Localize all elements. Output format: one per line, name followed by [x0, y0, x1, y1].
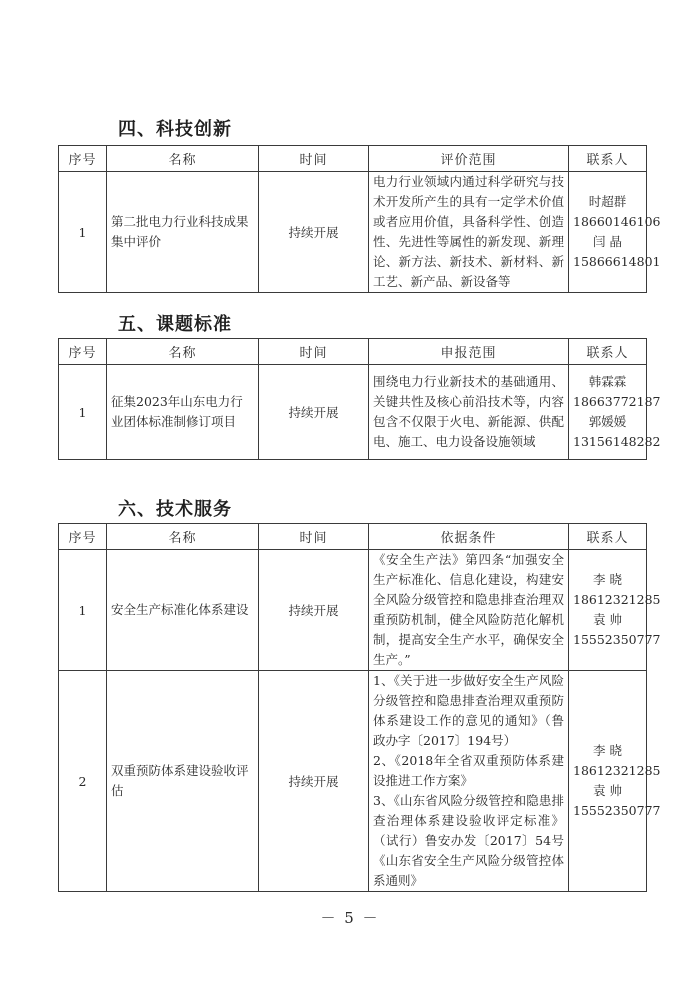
contact-phone: 13156148282 [573, 434, 661, 449]
row-basis: 1、《关于进一步做好安全生产风险分级管控和隐患排查治理双重预防体系建设工作的意见的通知》（鲁政办字〔2017〕194号） 2、《2018年全省双重预防体系建设推进工作方案》 3、《山东省风险分级管控和隐患排查治理体系建设验收评定标准》（试行）鲁安办发〔2017〕54号《山东省安全生产风险分级管控体系通则》 [369, 671, 569, 892]
table-header-row [59, 524, 647, 550]
header-time: 时间 [259, 524, 369, 550]
row-number: 1 [59, 550, 107, 671]
table-row [59, 550, 647, 671]
header-basis: 依据条件 [369, 524, 569, 550]
contact-phone: 18612321285 [573, 763, 661, 778]
contact-phone: 18660146106 [573, 214, 661, 229]
row-number: 1 [59, 365, 107, 460]
header-time: 时间 [259, 339, 369, 365]
row-time: 持续开展 [259, 172, 369, 293]
contact-phone: 18663772187 [573, 394, 661, 409]
contact-name: 袁 帅 [593, 612, 622, 627]
page-number: － 5 － [320, 909, 380, 927]
row-contacts [569, 172, 661, 293]
row-contacts [569, 671, 661, 892]
row-scope: 电力行业领域内通过科学研究与技术开发所产生的具有一定学术价值或者应用价值，具备科学性、创造性、先进性等属性的新发现、新理论、新方法、新技术、新材料、新工艺、新产品、新设备等 [369, 172, 569, 293]
contact-phone: 15552350777 [573, 632, 661, 647]
section-title-tech-innovation: 四、科技创新 [118, 119, 232, 140]
header-contact: 联系人 [569, 524, 647, 550]
row-time: 持续开展 [259, 365, 369, 460]
contact-phone: 18612321285 [573, 592, 661, 607]
contact-name: 韩霖霖 [588, 374, 627, 389]
contact-name: 闫 晶 [593, 234, 622, 249]
section-title-research-standards: 五、课题标准 [118, 314, 232, 335]
row-number: 1 [59, 172, 107, 293]
header-name: 名称 [107, 524, 259, 550]
row-basis: 《安全生产法》第四条“加强安全生产标准化、信息化建设，构建安全风险分级管控和隐患排查治理双重预防机制，健全风险防范化解机制，提高安全生产水平，确保安全生产。” [369, 550, 569, 671]
header-no: 序号 [59, 524, 107, 550]
contact-phone: 15552350777 [573, 803, 661, 818]
contact-name: 李 晓 [593, 572, 622, 587]
row-time: 持续开展 [259, 671, 369, 892]
table-header-row [59, 339, 647, 365]
contact-name: 李 晓 [593, 743, 622, 758]
contact-phone: 15866614801 [573, 254, 661, 269]
technical-services-table [58, 523, 661, 892]
row-time: 持续开展 [259, 550, 369, 671]
row-name: 第二批电力行业科技成果集中评价 [107, 172, 259, 293]
header-name: 名称 [107, 146, 259, 172]
header-no: 序号 [59, 339, 107, 365]
section-title-technical-services: 六、技术服务 [118, 499, 232, 520]
row-contacts [569, 365, 661, 460]
table-header-row [59, 146, 647, 172]
row-name: 双重预防体系建设验收评估 [107, 671, 259, 892]
row-number: 2 [59, 671, 107, 892]
header-contact: 联系人 [569, 146, 647, 172]
table-row [59, 365, 647, 460]
tech-innovation-table [58, 145, 661, 293]
contact-name: 时超群 [588, 194, 627, 209]
header-contact: 联系人 [569, 339, 647, 365]
row-name: 征集2023年山东电力行业团体标准制修订项目 [107, 365, 259, 460]
contact-name: 袁 帅 [593, 783, 622, 798]
header-scope: 申报范围 [369, 339, 569, 365]
header-name: 名称 [107, 339, 259, 365]
header-time: 时间 [259, 146, 369, 172]
table-row [59, 671, 647, 892]
row-name: 安全生产标准化体系建设 [107, 550, 259, 671]
table-row [59, 172, 647, 293]
header-scope: 评价范围 [369, 146, 569, 172]
header-no: 序号 [59, 146, 107, 172]
row-contacts [569, 550, 661, 671]
contact-name: 郭媛媛 [588, 414, 627, 429]
row-scope: 围绕电力行业新技术的基础通用、关键共性及核心前沿技术等，内容包含不仅限于火电、新能源、供配电、施工、电力设备设施领域 [369, 365, 569, 460]
research-standards-table [58, 338, 661, 460]
